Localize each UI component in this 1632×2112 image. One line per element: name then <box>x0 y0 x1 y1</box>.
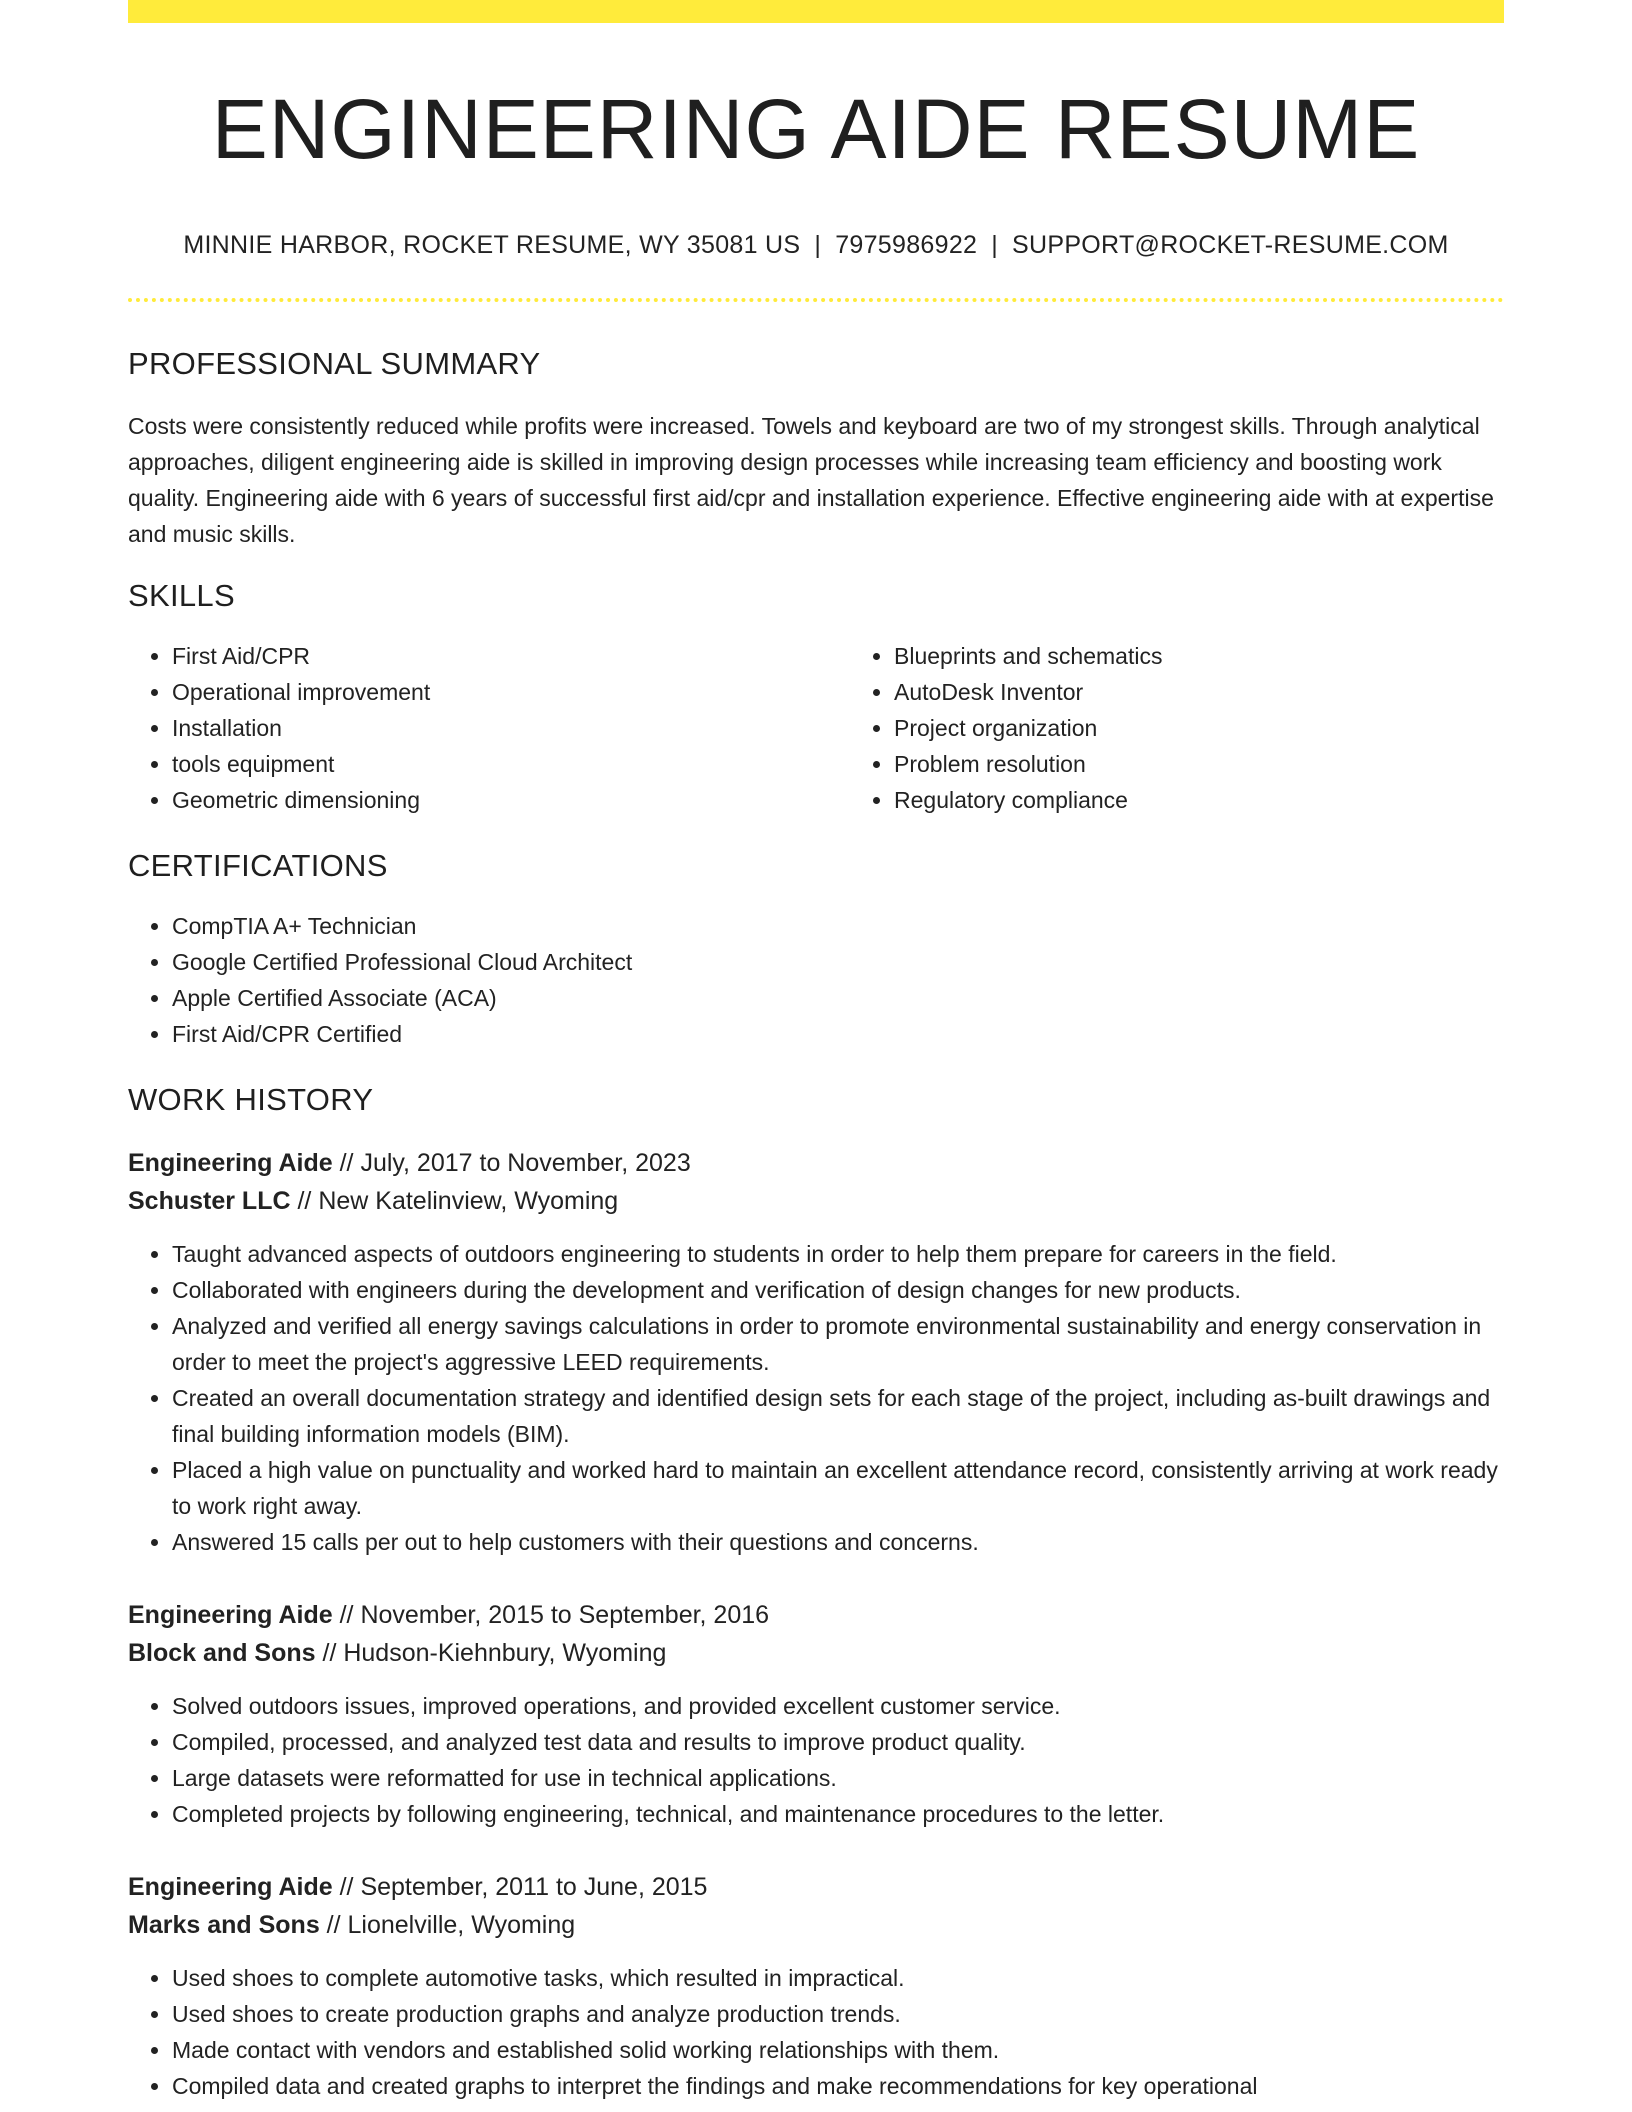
certification-item: • Google Certified Professional Cloud Architect <box>172 944 1504 980</box>
job-company: Block and Sons <box>128 1639 316 1668</box>
certification-item: • First Aid/CPR Certified <box>172 1016 1504 1052</box>
job-location: // New Katelinview, Wyoming <box>290 1187 619 1216</box>
work-history-heading: WORK HISTORY <box>128 1082 374 1118</box>
job-bullet: • Made contact with vendors and established solid working relationships with them. <box>172 2032 1504 2068</box>
job-title: Engineering Aide <box>128 1601 333 1630</box>
skill-item: • Installation <box>172 710 850 746</box>
summary-heading: PROFESSIONAL SUMMARY <box>128 346 541 382</box>
job-dates: // November, 2015 to September, 2016 <box>332 1601 770 1630</box>
job-title-line <box>128 1868 1504 1906</box>
job-bullet: • Used shoes to complete automotive tasks, which resulted in impractical. <box>172 1960 1504 1996</box>
skill-item: • First Aid/CPR <box>172 638 850 674</box>
job-bullet: • Taught advanced aspects of outdoors engineering to students in order to help them prepare for careers in the field. <box>172 1236 1504 1272</box>
skill-item: • Regulatory compliance <box>894 782 1572 818</box>
skills-list-left <box>128 638 850 818</box>
job-company-line <box>128 1906 1504 1944</box>
skills-grid <box>128 614 1504 818</box>
job-title-line <box>128 1596 1504 1634</box>
job-bullet: • Created an overall documentation strategy and identified design sets for each stage of the project, including as-built drawings and final building information models (BIM). <box>172 1380 1504 1452</box>
certifications-heading: CERTIFICATIONS <box>128 848 388 884</box>
job-bullet: • Placed a high value on punctuality and worked hard to maintain an excellent attendance record, consistently arriving at work ready to work right away. <box>172 1452 1504 1524</box>
skill-item: • Project organization <box>894 710 1572 746</box>
certifications-list <box>128 908 1504 1052</box>
job-bullet: • Large datasets were reformatted for use in technical applications. <box>172 1760 1504 1796</box>
skill-item: • AutoDesk Inventor <box>894 674 1572 710</box>
job-bullet: • Completed projects by following engineering, technical, and maintenance procedures to the letter. <box>172 1796 1504 1832</box>
contact-email: SUPPORT@ROCKET-RESUME.COM <box>1012 231 1449 260</box>
job-company: Schuster LLC <box>128 1187 291 1216</box>
certification-item: • CompTIA A+ Technician <box>172 908 1504 944</box>
dotted-divider <box>128 298 1504 302</box>
job-bullet: • Solved outdoors issues, improved operations, and provided excellent customer service. <box>172 1688 1504 1724</box>
work-history-section <box>128 1082 1504 2104</box>
job-bullets <box>128 1960 1504 2104</box>
job-company: Marks and Sons <box>128 1911 320 1940</box>
skills-section <box>128 578 1504 818</box>
skill-item: • Operational improvement <box>172 674 850 710</box>
job-entry <box>128 1596 1504 1832</box>
job-company-line <box>128 1182 1504 1220</box>
job-title: Engineering Aide <box>128 1873 333 1902</box>
job-location: // Lionelville, Wyoming <box>319 1911 576 1940</box>
skill-item: • Problem resolution <box>894 746 1572 782</box>
job-bullet: • Compiled, processed, and analyzed test data and results to improve product quality. <box>172 1724 1504 1760</box>
job-company-line <box>128 1634 1504 1672</box>
skill-item: • Blueprints and schematics <box>894 638 1572 674</box>
contact-address: MINNIE HARBOR, ROCKET RESUME, WY 35081 US <box>183 231 801 260</box>
summary-text: Costs were consistently reduced while profits were increased. Towels and keyboard are two of my strongest skills. Through analytical approaches, diligent engineering aide is skilled in improving design processes while increasing team efficiency and boosting work quality. Engineering aide with 6 years of successful first aid/cpr and installation experience. Effective engineering aide with at expertise and music skills. <box>128 413 1494 548</box>
skill-item: • tools equipment <box>172 746 850 782</box>
summary-section <box>128 346 1504 552</box>
job-bullet: • Collaborated with engineers during the development and verification of design changes for new products. <box>172 1272 1504 1308</box>
contact-separator: | <box>991 231 999 260</box>
job-dates: // July, 2017 to November, 2023 <box>332 1149 691 1178</box>
job-bullets <box>128 1236 1504 1560</box>
job-location: // Hudson-Kiehnbury, Wyoming <box>315 1639 667 1668</box>
job-bullets <box>128 1688 1504 1832</box>
contact-line <box>128 231 1504 260</box>
accent-top-bar <box>128 0 1504 23</box>
job-bullet: • Analyzed and verified all energy savings calculations in order to promote environmental sustainability and energy conservation in order to meet the project's aggressive LEED requirements. <box>172 1308 1504 1380</box>
job-title-line <box>128 1144 1504 1182</box>
skills-list-right <box>850 638 1572 818</box>
skills-heading: SKILLS <box>128 578 235 614</box>
resume-title: ENGINEERING AIDE RESUME <box>211 82 1421 176</box>
certification-item: • Apple Certified Associate (ACA) <box>172 980 1504 1016</box>
job-bullet: • Compiled data and created graphs to interpret the findings and make recommendations for key operational <box>172 2068 1504 2104</box>
skill-item: • Geometric dimensioning <box>172 782 850 818</box>
job-entry <box>128 1144 1504 1560</box>
contact-phone: 7975986922 <box>835 231 978 260</box>
job-dates: // September, 2011 to June, 2015 <box>332 1873 708 1902</box>
job-title: Engineering Aide <box>128 1149 333 1178</box>
contact-separator: | <box>814 231 822 260</box>
certifications-section <box>128 848 1504 1052</box>
job-bullet: • Used shoes to create production graphs and analyze production trends. <box>172 1996 1504 2032</box>
job-bullet: • Answered 15 calls per out to help customers with their questions and concerns. <box>172 1524 1504 1560</box>
resume-page <box>128 0 1504 2104</box>
job-entry <box>128 1868 1504 2104</box>
